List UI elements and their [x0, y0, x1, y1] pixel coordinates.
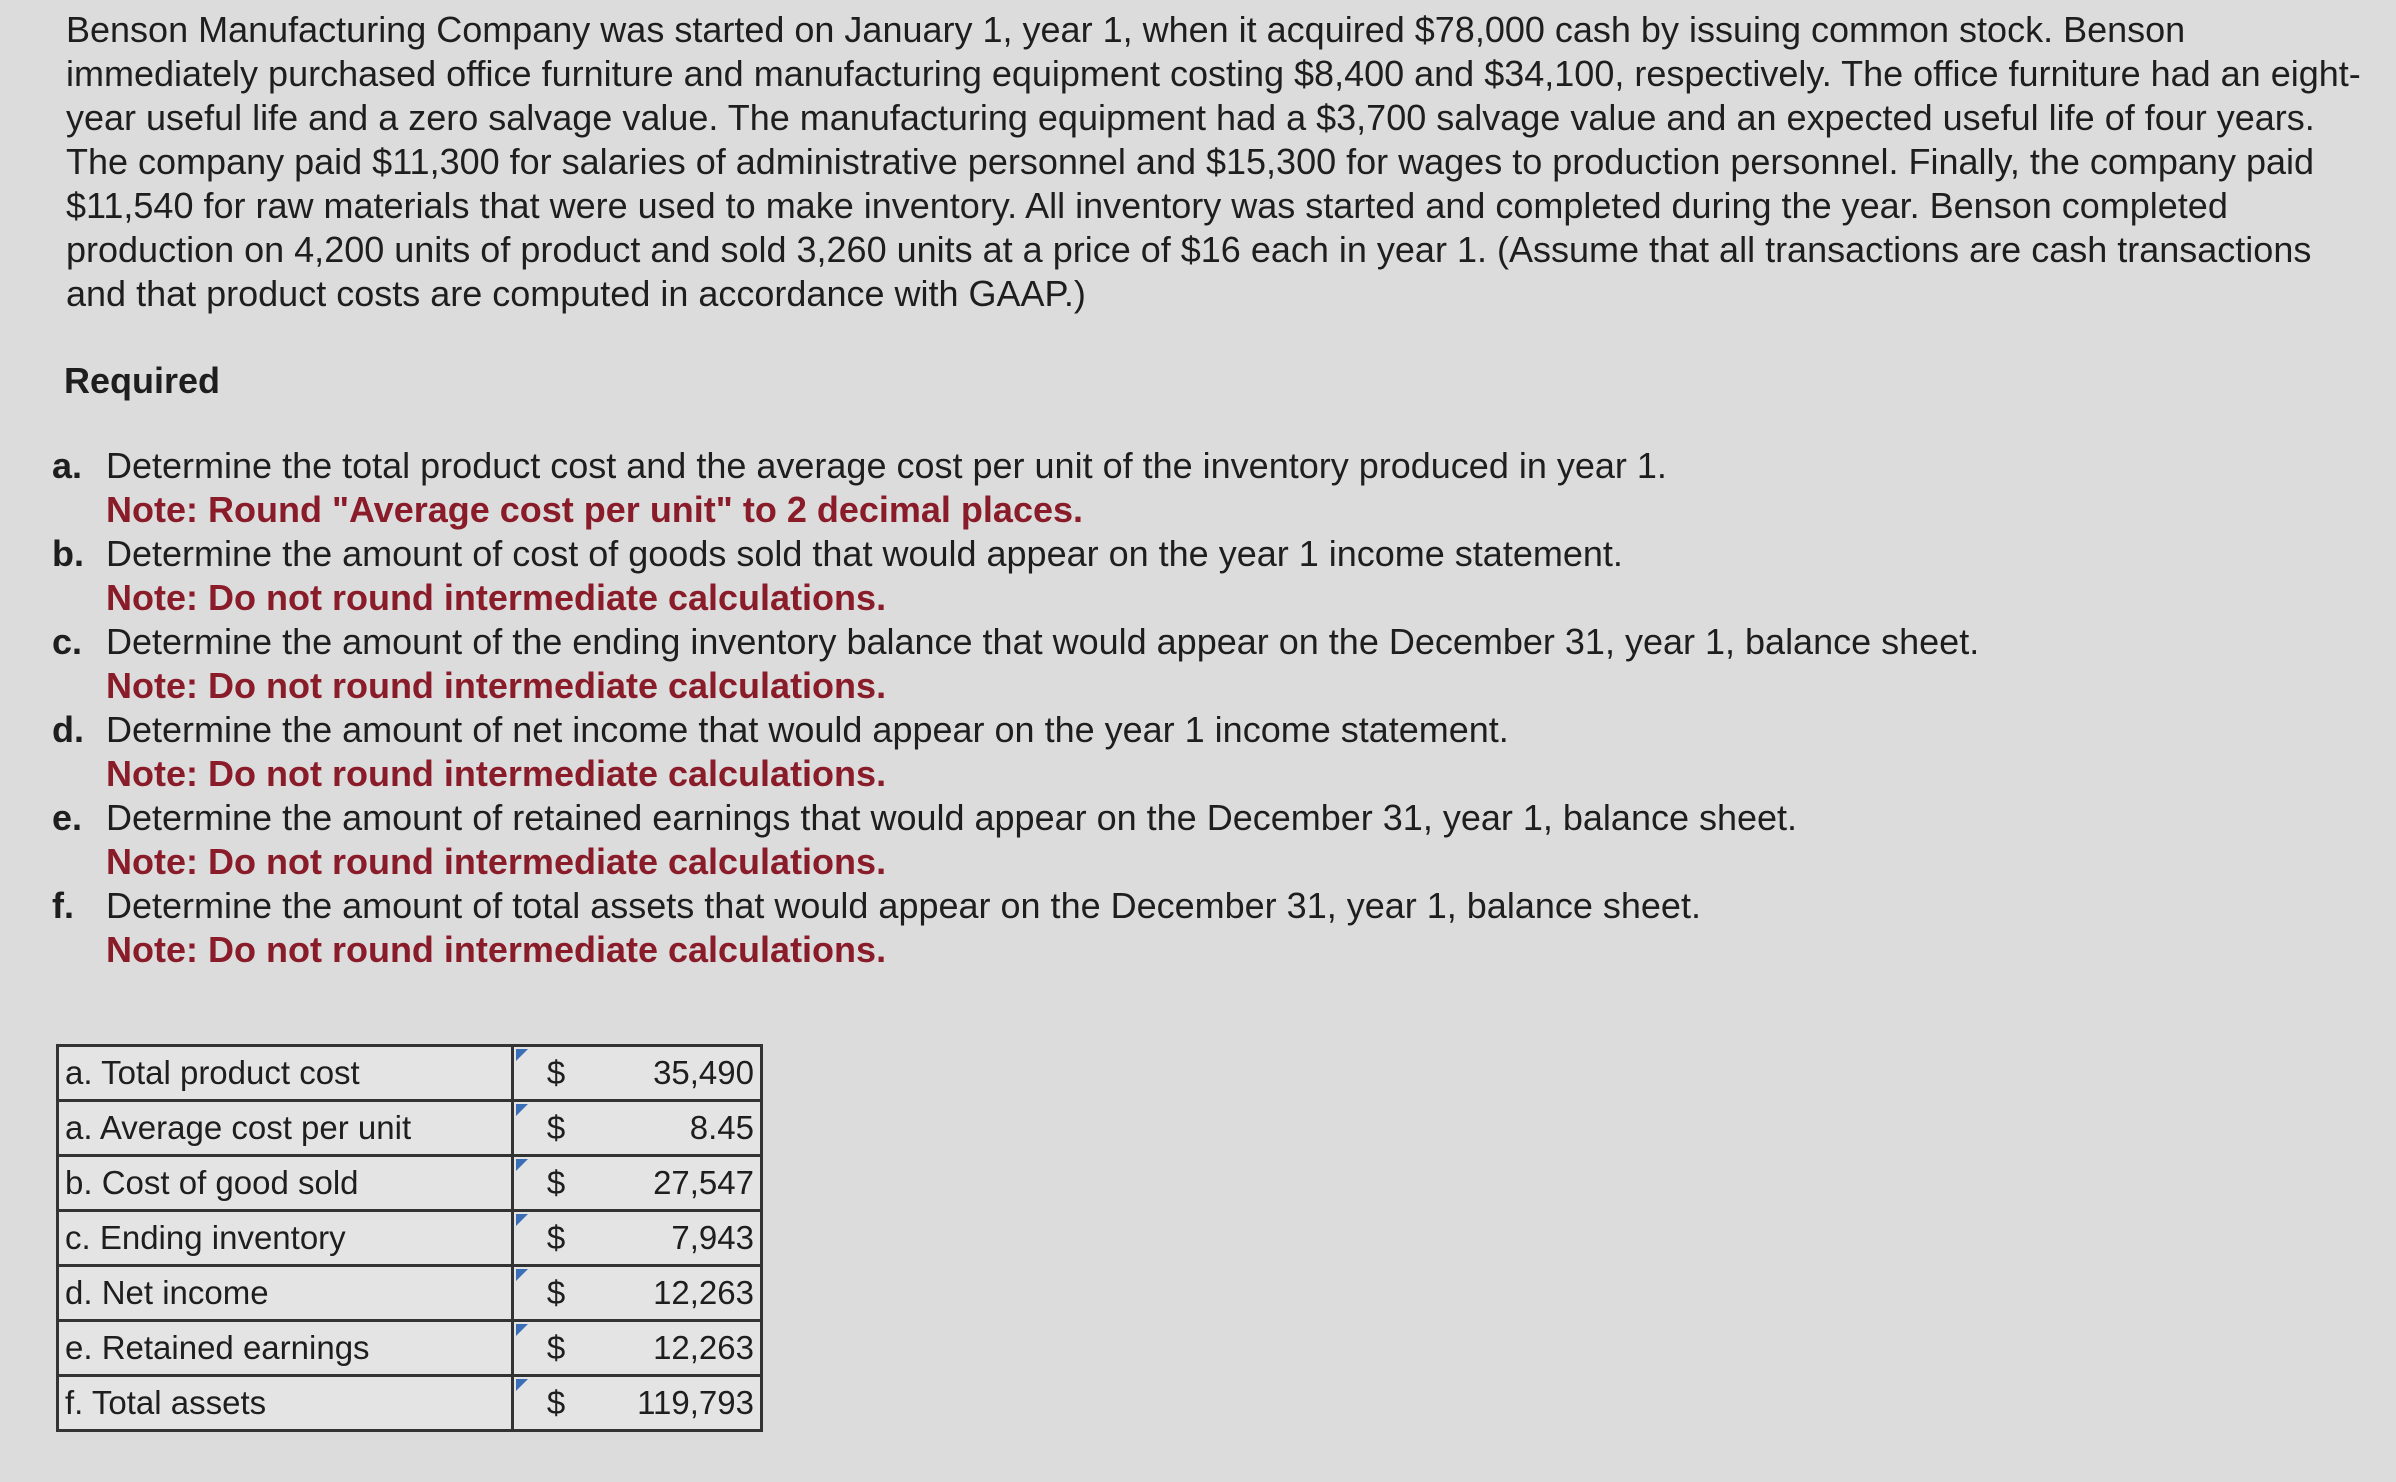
requirement-text: Determine the total product cost and the average cost per unit of the inventory produced in year 1. [106, 445, 1667, 486]
answer-input-ending-inventory[interactable]: 7,943 [598, 1211, 762, 1266]
requirement-note: Note: Do not round intermediate calculations. [106, 577, 887, 618]
table-row [58, 1266, 762, 1321]
requirements-list [52, 444, 2352, 972]
answer-input-average-cost-per-unit[interactable]: 8.45 [598, 1101, 762, 1156]
requirement-item [52, 884, 2352, 972]
answer-label: a. Total product cost [58, 1046, 513, 1101]
requirement-item [52, 444, 2352, 532]
currency-symbol: $ [513, 1211, 599, 1266]
requirement-letter: c. [52, 621, 83, 662]
table-row [58, 1046, 762, 1101]
requirement-text: Determine the amount of the ending inventory balance that would appear on the December 31, year 1, balance sheet. [106, 621, 1980, 662]
requirement-letter: f. [52, 885, 74, 926]
answer-input-cost-of-goods-sold[interactable]: 27,547 [598, 1156, 762, 1211]
requirement-item [52, 708, 2352, 796]
answer-input-retained-earnings[interactable]: 12,263 [598, 1321, 762, 1376]
currency-symbol: $ [513, 1266, 599, 1321]
requirement-text: Determine the amount of total assets that would appear on the December 31, year 1, balance sheet. [106, 885, 1701, 926]
requirement-item [52, 532, 2352, 620]
answer-label: b. Cost of good sold [58, 1156, 513, 1211]
currency-symbol: $ [513, 1321, 599, 1376]
table-row [58, 1156, 762, 1211]
requirement-letter: d. [52, 709, 84, 750]
requirement-letter: e. [52, 797, 83, 838]
requirement-note: Note: Do not round intermediate calculations. [106, 753, 887, 794]
requirement-note: Note: Do not round intermediate calculations. [106, 665, 887, 706]
currency-symbol: $ [513, 1376, 599, 1431]
table-row [58, 1376, 762, 1431]
answer-label: d. Net income [58, 1266, 513, 1321]
requirement-text: Determine the amount of net income that would appear on the year 1 income statement. [106, 709, 1509, 750]
answer-label: a. Average cost per unit [58, 1101, 513, 1156]
requirement-letter: b. [52, 533, 84, 574]
requirement-note: Note: Round "Average cost per unit" to 2 decimal places. [106, 489, 1084, 530]
answer-input-net-income[interactable]: 12,263 [598, 1266, 762, 1321]
required-heading: Required [64, 360, 221, 401]
table-row [58, 1321, 762, 1376]
requirement-letter: a. [52, 445, 83, 486]
answer-label: c. Ending inventory [58, 1211, 513, 1266]
currency-symbol: $ [513, 1046, 599, 1101]
requirement-text: Determine the amount of cost of goods sold that would appear on the year 1 income statement. [106, 533, 1623, 574]
answer-label: f. Total assets [58, 1376, 513, 1431]
requirement-text: Determine the amount of retained earnings that would appear on the December 31, year 1, balance sheet. [106, 797, 1798, 838]
table-row [58, 1211, 762, 1266]
answer-input-total-assets[interactable]: 119,793 [598, 1376, 762, 1431]
currency-symbol: $ [513, 1156, 599, 1211]
table-row [58, 1101, 762, 1156]
currency-symbol: $ [513, 1101, 599, 1156]
answer-input-total-product-cost[interactable]: 35,490 [598, 1046, 762, 1101]
problem-statement: Benson Manufacturing Company was started on January 1, year 1, when it acquired $78,000 cash by issuing common stock. Benson immediately purchased office furniture and manufacturing equipment costing $8,400 and $34,100, respectively. The office furniture had an eight-year useful life and a zero salvage value. The manufacturing equipment had a $3,700 salvage value and an expected useful life of four years. The company paid $11,300 for salaries of administrative personnel and $15,300 for wages to production personnel. Finally, the company paid $11,540 for raw materials that were used to make inventory. All inventory was started and completed during the year. Benson completed production on 4,200 units of product and sold 3,260 units at a price of $16 each in year 1. (Assume that all transactions are cash transactions and that product costs are computed in accordance with GAAP.) [66, 9, 2361, 314]
requirement-item [52, 796, 2352, 884]
requirement-item [52, 620, 2352, 708]
requirement-note: Note: Do not round intermediate calculations. [106, 841, 887, 882]
answer-label: e. Retained earnings [58, 1321, 513, 1376]
answer-table [56, 1044, 763, 1432]
requirement-note: Note: Do not round intermediate calculations. [106, 929, 887, 970]
